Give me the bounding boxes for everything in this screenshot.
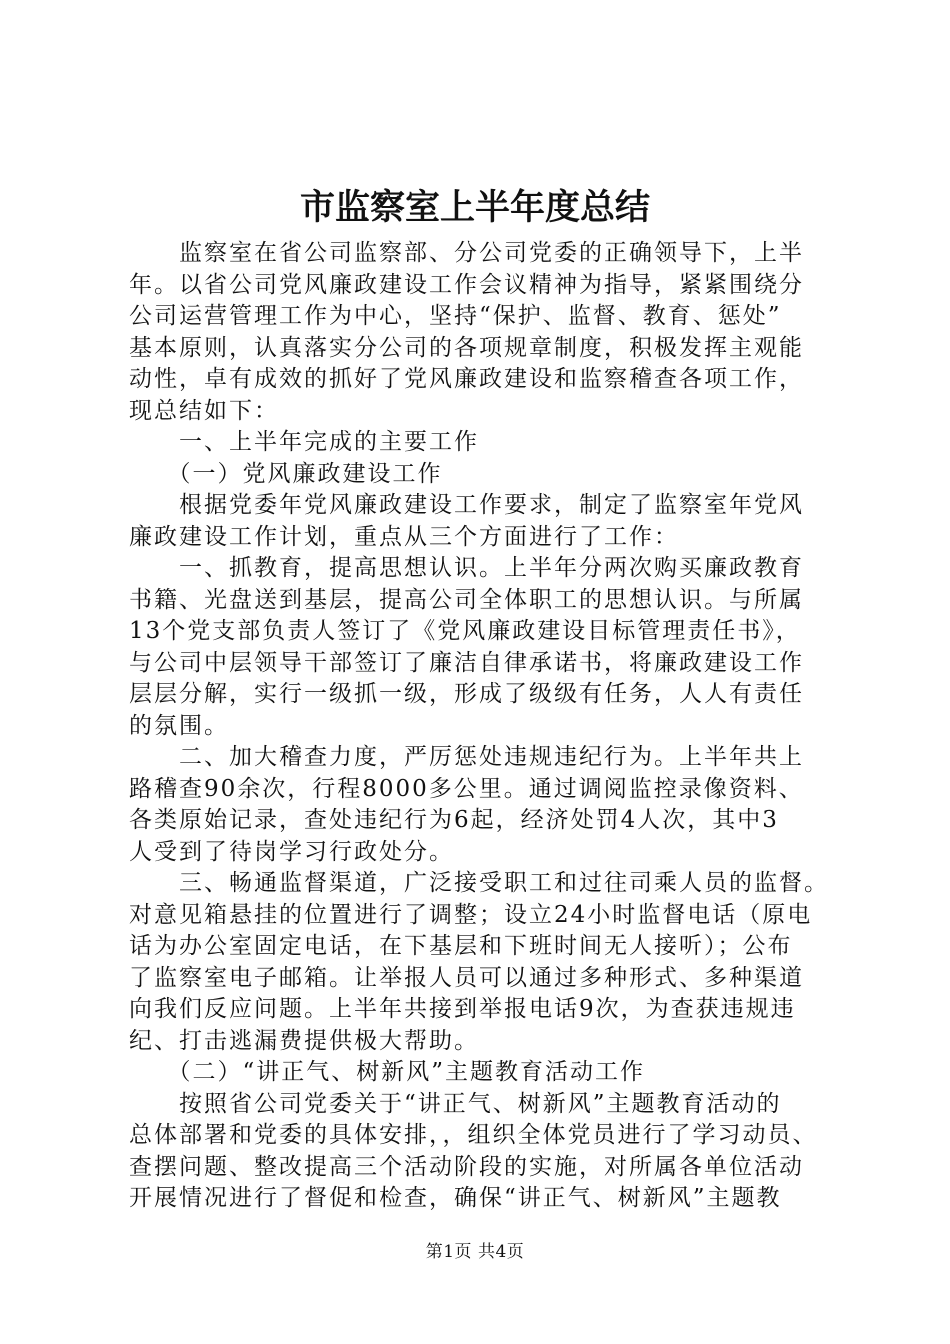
body-line: 动性，卓有成效的抓好了党风廉政建设和监察稽查各项工作，: [129, 366, 804, 392]
body-line: 根据党委年党风廉政建设工作要求，制定了监察室年党风: [129, 492, 804, 518]
body-line: 人受到了待岗学习行政处分。: [129, 838, 454, 865]
body-line: 廉政建设工作计划，重点从三个方面进行了工作：: [129, 523, 679, 550]
body-line: 的氛围。: [129, 712, 229, 739]
body-line: 各类原始记录，查处违纪行为6起，经济处罚4人次，其中3: [129, 807, 779, 833]
document-title: 市监察室上半年度总结: [299, 187, 650, 228]
body-line: 查摆问题、整改提高三个活动阶段的实施，对所属各单位活动: [129, 1153, 804, 1180]
body-line: 三、畅通监督渠道，广泛接受职工和过往司乘人员的监督。: [129, 870, 829, 896]
body-line: 按照省公司党委关于“讲正气、树新风”主题教育活动的: [129, 1090, 782, 1117]
page-footer: 第1页 共4页: [425, 1242, 525, 1262]
subsection-heading: （一）党风廉政建设工作: [129, 460, 443, 487]
subsection-heading: （二）“讲正气、树新风”主题教育活动工作: [129, 1059, 646, 1085]
body-line: 开展情况进行了督促和检查，确保“讲正气、树新风”主题教: [129, 1185, 782, 1211]
body-line: 向我们反应问题。上半年共接到举报电话9次，为查获违规违: [129, 996, 796, 1022]
body-line: 基本原则，认真落实分公司的各项规章制度，积极发挥主观能: [129, 334, 804, 361]
body-line: 对意见箱悬挂的位置进行了调整；设立24小时监督电话（原电: [129, 901, 813, 928]
body-line: 现总结如下：: [129, 397, 279, 424]
body-line: 公司运营管理工作为中心，坚持“保护、监督、教育、惩处”: [129, 303, 782, 329]
body-line: 总体部署和党委的具体安排，，组织全体党员进行了学习动员、: [129, 1122, 818, 1148]
body-line: 层层分解，实行一级抓一级，形成了级级有任务，人人有责任: [129, 681, 804, 707]
body-line: 一、抓教育，提高思想认识。上半年分两次购买廉政教育: [129, 555, 804, 581]
body-line: 了监察室电子邮箱。让举报人员可以通过多种形式、多种渠道: [129, 964, 804, 991]
section-heading: 一、上半年完成的主要工作: [129, 429, 479, 455]
body-line: 监察室在省公司监察部、分公司党委的正确领导下，上半: [129, 240, 804, 266]
body-line: 与公司中层领导干部签订了廉洁自律承诺书，将廉政建设工作: [129, 649, 804, 676]
body-line: 纪、打击逃漏费提供极大帮助。: [129, 1027, 479, 1054]
body-line: 话为办公室固定电话，在下基层和下班时间无人接听）；公布: [129, 933, 793, 959]
body-line: 书籍、光盘送到基层，提高公司全体职工的思想认识。与所属: [129, 586, 804, 613]
body-line: 13个党支部负责人签订了《党风廉政建设目标管理责任书》，: [129, 618, 801, 644]
body-line: 年。以省公司党风廉政建设工作会议精神为指导，紧紧围绕分: [129, 271, 804, 298]
body-line: 二、加大稽查力度，严厉惩处违规违纪行为。上半年共上: [129, 744, 804, 770]
document-body: [129, 238, 833, 1215]
body-line: 路稽查90余次，行程8000多公里。通过调阅监控录像资料、: [129, 775, 804, 802]
